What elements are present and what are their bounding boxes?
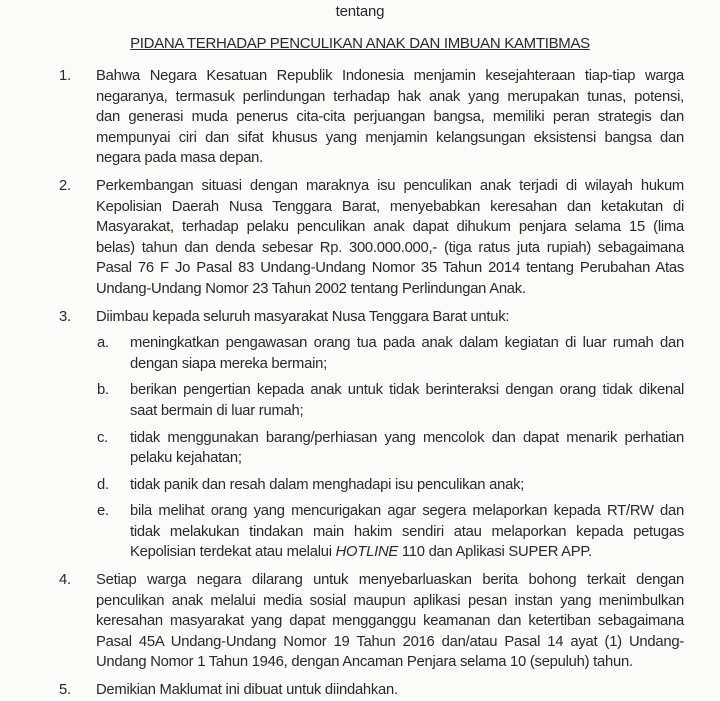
document-subtitle: tentang <box>335 3 385 20</box>
text-line: meningkatkan pengawasan orang tua pada anak dalam kegiatan di luar rumah dan <box>130 335 684 352</box>
list-item-1 <box>0 66 720 169</box>
text-line: belas) tahun dan denda sebesar Rp. 300.000.000,- (tiga ratus juta rupiah) sebagaimana <box>96 239 684 256</box>
text-line: Masyarakat, terhadap pelaku penculikan anak dapat dihukum penjara selama 15 (lima <box>96 219 684 236</box>
subitem-letter: d. <box>97 476 109 493</box>
list-item-5 <box>0 680 720 701</box>
text-line: mempunyai ciri dan sifat khusus yang menjamin kelangsungan eksistensi bangsa dan <box>96 129 684 146</box>
item-text <box>96 176 684 300</box>
subitem-c <box>0 428 720 469</box>
subitem-letter: b. <box>97 382 109 399</box>
text-line: saat bermain di luar rumah; <box>130 402 304 419</box>
text-line: berikan pengertian kepada anak untuk tidak berinteraksi dengan orang tidak dikenal <box>130 382 684 399</box>
item-number: 1. <box>59 68 71 84</box>
document-heading: PIDANA TERHADAP PENCULIKAN ANAK DAN IMBUAN KAMTIBMAS <box>130 35 590 52</box>
subitem-text <box>130 380 684 421</box>
hotline-label: HOTLINE <box>335 544 399 561</box>
text-line <box>130 542 684 563</box>
subitem-letter: a. <box>97 335 109 352</box>
text-line: Kepolisian Daerah Nusa Tenggara Barat, menyebabkan keresahan dan ketakutan di <box>96 198 684 215</box>
text-line: bila melihat orang yang mencurigakan agar segera melaporkan kepada RT/RW dan <box>130 503 684 520</box>
subitem-d <box>0 475 720 496</box>
text-line: tidak melakukan tindakan main hakim sendiri atau melaporkan kepada petugas <box>130 523 684 540</box>
text-line: tidak menggunakan barang/perhiasan yang mencolok dan dapat menarik perhatian <box>130 429 684 446</box>
text-line: Diimbau kepada seluruh masyarakat Nusa Tenggara Barat untuk: <box>96 308 510 325</box>
item-number: 2. <box>59 177 71 194</box>
text-line: Undang-Undang Nomor 23 Tahun 2002 tentang Perlindungan Anak. <box>96 280 526 297</box>
subitem-text <box>130 501 684 563</box>
subitem-text <box>130 428 684 469</box>
text-line: Undang Nomor 1 Tahun 1946, dengan Ancaman Penjara selama 10 (sepuluh) tahun. <box>96 654 633 671</box>
text-line: pelaku kejahatan; <box>130 450 242 467</box>
list-item-4 <box>0 570 720 673</box>
text-line: Pasal 76 F Jo Pasal 83 Undang-Undang Nomor 35 Tahun 2014 tentang Perubahan Atas <box>96 260 684 277</box>
item-number: 3. <box>59 308 71 325</box>
item-number: 4. <box>59 572 71 589</box>
text-line: dengan siapa mereka bermain; <box>130 355 327 372</box>
numbered-list <box>0 66 720 701</box>
subitem-a <box>0 333 720 374</box>
item-number: 5. <box>59 682 71 699</box>
text-line: tidak panik dan resah dalam menghadapi isu penculikan anak; <box>130 476 525 493</box>
text-line: dan generasi muda penerus cita-cita perjuangan bangsa, memiliki peran strategis dan <box>96 109 684 126</box>
text-line: negaranya, termasuk perlindungan terhadap hak anak yang merupakan tunas, potensi, <box>96 88 684 105</box>
text-line: Bahwa Negara Kesatuan Republik Indonesia menjamin kesejahteraan tiap-tiap warga <box>96 68 684 84</box>
subitem-letter: c. <box>97 429 109 446</box>
item-intro <box>96 307 684 328</box>
subitem-letter: e. <box>97 503 109 520</box>
text-line: Perkembangan situasi dengan maraknya isu penculikan anak terjadi di wilayah hukum <box>96 177 684 194</box>
item-text <box>96 66 684 169</box>
text-line: Demikian Maklumat ini dibuat untuk diindahkan. <box>96 682 398 699</box>
subitem-text <box>130 333 684 374</box>
item-text <box>96 570 684 673</box>
subitem-text <box>130 475 684 496</box>
text-segment: 110 dan Aplikasi SUPER APP. <box>398 544 592 561</box>
text-line: keresahan masyarakat yang dapat mengganggu keamanan dan ketertiban sebagaimana <box>96 613 684 630</box>
subitem-b <box>0 380 720 421</box>
text-line: penculikan anak melalui media sosial maupun aplikasi pesan instan yang menimbulkan <box>96 592 684 609</box>
item-text <box>96 680 684 701</box>
list-item-3 <box>0 307 720 564</box>
subitem-e <box>0 501 720 563</box>
text-line: Pasal 45A Undang-Undang Nomor 19 Tahun 2016 dan/atau Pasal 14 ayat (1) Undang- <box>96 633 684 650</box>
text-line: negara pada masa depan. <box>96 150 264 167</box>
text-segment: Kepolisian terdekat atau melalui <box>130 544 336 561</box>
list-item-2 <box>0 176 720 300</box>
text-line: Setiap warga negara dilarang untuk menyebarluaskan berita bohong terkait dengan <box>96 572 684 589</box>
